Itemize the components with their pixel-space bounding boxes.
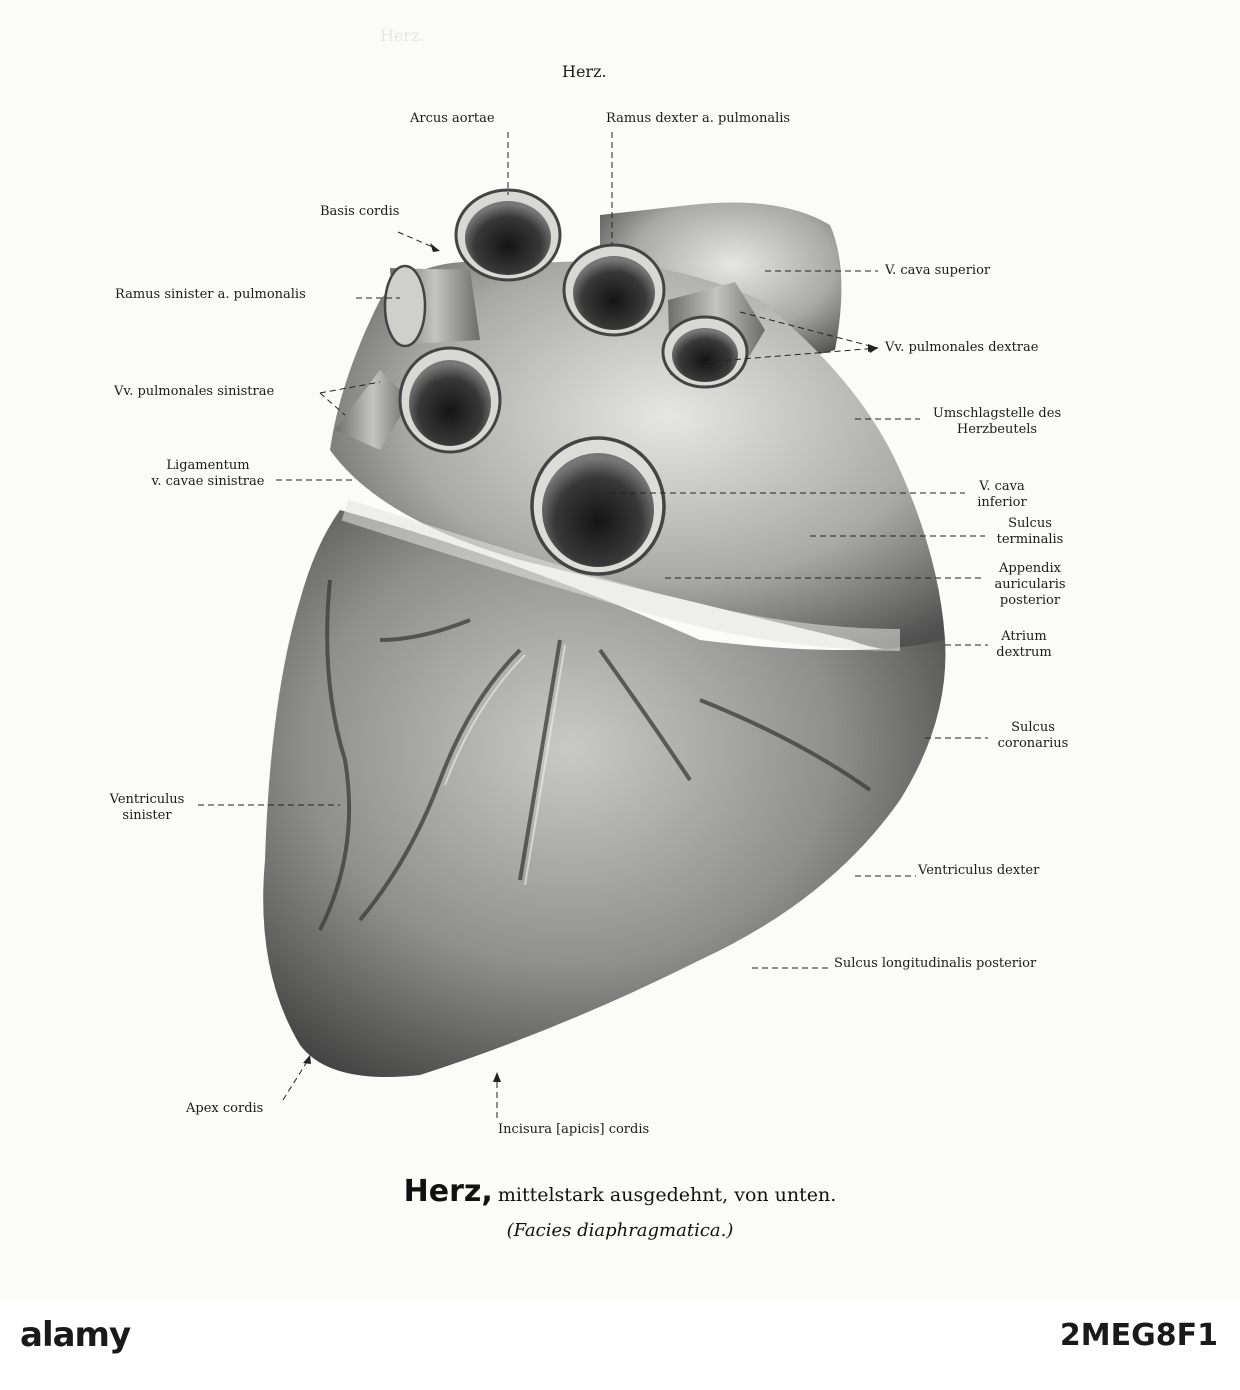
caption-rest: mittelstark ausgedehnt, von unten. <box>497 1184 837 1206</box>
ramus-sinister-opening <box>385 266 425 346</box>
label-umschlagstelle-line1: Umschlagstelle des <box>932 406 1062 421</box>
label-appendix-line1: Appendix <box>999 561 1061 576</box>
label-atrium-dextrum <box>988 629 1060 661</box>
label-appendix-line2: auricularis <box>994 577 1066 592</box>
label-vv-pulmonales-dextrae: Vv. pulmonales dextrae <box>885 340 1039 355</box>
label-sulcus-terminalis-line2: terminalis <box>996 532 1064 547</box>
label-appendix-line3: posterior <box>999 593 1061 608</box>
label-vv-pulmonales-sinistrae: Vv. pulmonales sinistrae <box>114 384 275 399</box>
label-sulcus-terminalis-line1: Sulcus <box>1008 516 1052 531</box>
page-heading: Herz. <box>562 62 607 81</box>
label-umschlagstelle-line2: Herzbeutels <box>956 422 1038 437</box>
label-ventriculus-sinister-line1: Ventriculus <box>109 792 185 807</box>
label-ligamentum-line2: v. cavae sinistrae <box>151 474 265 489</box>
label-v-cava-inferior-line2: inferior <box>977 495 1027 510</box>
watermark-logo: alamy <box>20 1315 131 1355</box>
label-arcus-aortae: Arcus aortae <box>410 111 495 126</box>
label-ventriculus-sinister <box>96 792 198 824</box>
label-ramus-sinister: Ramus sinister a. pulmonalis <box>115 287 306 302</box>
label-ligamentum-line1: Ligamentum <box>166 458 250 473</box>
label-incisura: Incisura [apicis] cordis <box>498 1122 650 1137</box>
label-v-cava-inferior-line1: V. cava <box>979 479 1025 494</box>
label-sulcus-longitudinalis: Sulcus longitudinalis posterior <box>834 956 1037 971</box>
label-ligamentum <box>140 458 276 490</box>
label-sulcus-coronarius <box>988 720 1078 752</box>
stock-footer <box>0 1300 1240 1390</box>
plate-caption <box>0 1174 1240 1209</box>
label-v-cava-superior: V. cava superior <box>885 263 991 278</box>
label-basis-cordis: Basis cordis <box>320 204 400 219</box>
label-ventriculus-sinister-line2: sinister <box>122 808 172 823</box>
label-sulcus-coronarius-line2: coronarius <box>997 736 1069 751</box>
label-atrium-line2: dextrum <box>996 645 1052 660</box>
plate-subcaption: (Facies diaphragmatica.) <box>506 1220 734 1241</box>
label-ramus-dexter: Ramus dexter a. pulmonalis <box>606 111 791 126</box>
label-appendix <box>985 561 1075 609</box>
caption-title: Herz, <box>403 1174 493 1209</box>
label-apex-cordis: Apex cordis <box>186 1101 264 1116</box>
label-v-cava-inferior <box>966 479 1038 511</box>
stock-image-id: 2MEG8F1 <box>1059 1318 1218 1353</box>
label-atrium-line1: Atrium <box>1001 629 1047 644</box>
bleed-through-text: Herz. <box>380 26 425 45</box>
label-sulcus-terminalis <box>985 516 1075 548</box>
label-sulcus-coronarius-line1: Sulcus <box>1011 720 1055 735</box>
label-umschlagstelle <box>922 406 1072 438</box>
label-ventriculus-dexter: Ventriculus dexter <box>918 863 1040 878</box>
